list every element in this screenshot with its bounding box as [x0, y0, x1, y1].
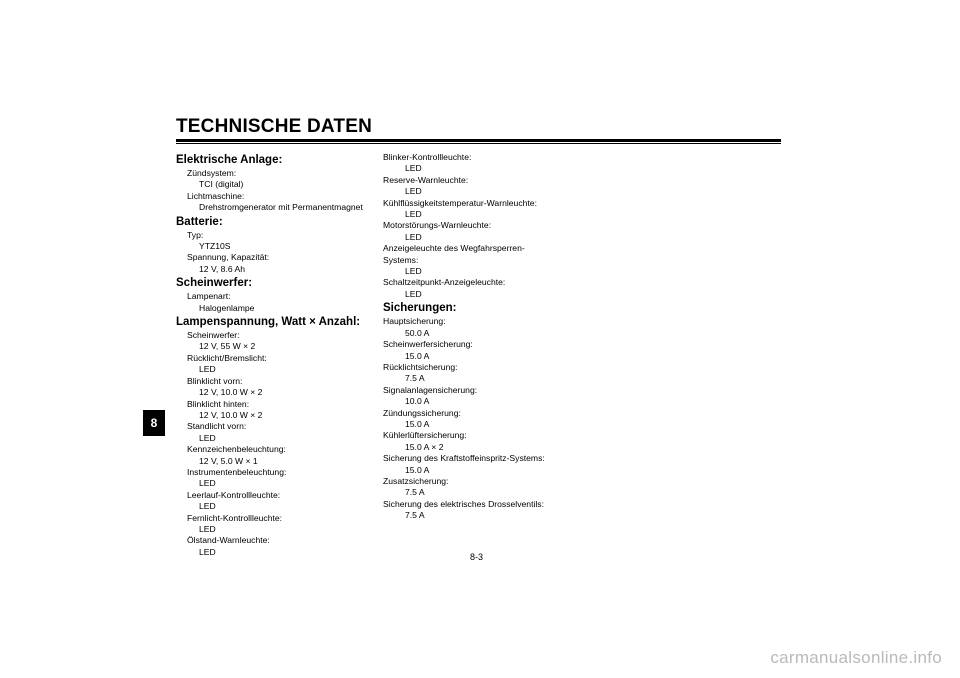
- spec-section: Elektrische Anlage:: [176, 154, 283, 166]
- spec-label: Zündungssicherung:: [383, 407, 461, 418]
- spec-label: Spannung, Kapazität:: [187, 252, 270, 263]
- spec-value: 12 V, 5.0 W × 1: [199, 455, 258, 466]
- spec-label: Zusatzsicherung:: [383, 475, 449, 486]
- chapter-tab: 8: [143, 410, 165, 436]
- spec-label: Kennzeichenbeleuchtung:: [187, 444, 286, 455]
- spec-label: Standlicht vorn:: [187, 421, 247, 432]
- spec-value: LED: [199, 364, 216, 375]
- spec-value: 7.5 A: [405, 487, 425, 498]
- spec-label: Signalanlagensicherung:: [383, 384, 478, 395]
- spec-value: LED: [199, 523, 216, 534]
- spec-value: Drehstromgenerator mit Permanentmagnet: [199, 202, 363, 213]
- spec-label: Lampenart:: [187, 291, 231, 302]
- spec-label: Blinklicht hinten:: [187, 398, 250, 409]
- page-title: TECHNISCHE DATEN: [176, 116, 373, 137]
- spec-label: Kühlerlüftersicherung:: [383, 430, 467, 441]
- spec-value: 12 V, 10.0 W × 2: [199, 387, 263, 398]
- page-number: 8-3: [470, 552, 484, 562]
- spec-value: 50.0 A: [405, 327, 430, 338]
- spec-label: Schaltzeitpunkt-Anzeigeleuchte:: [383, 277, 506, 288]
- spec-value: Halogenlampe: [199, 302, 255, 313]
- spec-label: Scheinwerfersicherung:: [383, 339, 473, 350]
- spec-label: Instrumentenbeleuchtung:: [187, 466, 287, 477]
- spec-label: Hauptsicherung:: [383, 316, 446, 327]
- spec-value: 12 V, 55 W × 2: [199, 341, 256, 352]
- spec-value: 15.0 A: [405, 350, 430, 361]
- spec-column-right: [383, 152, 583, 522]
- spec-value: 15.0 A: [405, 418, 430, 429]
- spec-label: Rücklichtsicherung:: [383, 361, 458, 372]
- spec-value: 7.5 A: [405, 373, 425, 384]
- title-rule-thin: [176, 143, 781, 144]
- spec-value: LED: [199, 432, 216, 443]
- spec-value: LED: [199, 478, 216, 489]
- spec-value: LED: [405, 209, 422, 220]
- spec-label: Blinklicht vorn:: [187, 375, 243, 386]
- spec-value: LED: [405, 288, 422, 299]
- spec-label: Typ:: [187, 229, 204, 240]
- spec-label: Kühlflüssigkeitstemperatur-Warnleuchte:: [383, 197, 537, 208]
- spec-section: Batterie:: [176, 215, 223, 228]
- spec-label: Zündsystem:: [187, 168, 237, 178]
- spec-value: 12 V, 8.6 Ah: [199, 263, 246, 274]
- spec-value: 7.5 A: [405, 510, 425, 521]
- spec-column-left: [176, 152, 376, 558]
- spec-label: Sicherung des Kraftstoffeinspritz-Systems:: [383, 453, 545, 464]
- spec-label: Scheinwerfer:: [187, 330, 240, 341]
- spec-label: Motorstörungs-Warnleuchte:: [383, 220, 492, 231]
- spec-value: 15.0 A: [405, 464, 430, 475]
- spec-label: Sicherung des elektrisches Drosselventils:: [383, 498, 544, 509]
- spec-label: Systems:: [383, 254, 419, 265]
- spec-label: Anzeigeleuchte des Wegfahrsperren-: [383, 243, 525, 254]
- spec-label: Ölstand-Warnleuchte:: [187, 535, 270, 546]
- spec-label: Fernlicht-Kontrollleuchte:: [187, 512, 283, 523]
- spec-value: LED: [405, 163, 422, 174]
- spec-value: LED: [199, 546, 216, 557]
- spec-value: LED: [405, 186, 422, 197]
- spec-label: Reserve-Warnleuchte:: [383, 174, 469, 185]
- spec-label: Rücklicht/Bremslicht:: [187, 352, 267, 363]
- spec-section: Lampenspannung, Watt × Anzahl:: [176, 316, 361, 329]
- spec-label: Blinker-Kontrollleuchte:: [383, 152, 472, 162]
- spec-value: YTZ10S: [199, 241, 231, 252]
- watermark: carmanualsonline.info: [770, 648, 942, 667]
- spec-value: LED: [405, 231, 422, 242]
- spec-value: 12 V, 10.0 W × 2: [199, 409, 263, 420]
- spec-value: TCI (digital): [199, 179, 244, 190]
- spec-label: Lichtmaschine:: [187, 190, 245, 201]
- spec-section: Scheinwerfer:: [176, 277, 253, 290]
- spec-value: 15.0 A × 2: [405, 441, 444, 452]
- spec-value: 10.0 A: [405, 396, 430, 407]
- spec-value: LED: [405, 266, 422, 277]
- spec-value: LED: [199, 501, 216, 512]
- title-rule: [176, 139, 781, 142]
- spec-label: Leerlauf-Kontrollleuchte:: [187, 489, 281, 500]
- spec-section: Sicherungen:: [383, 302, 457, 315]
